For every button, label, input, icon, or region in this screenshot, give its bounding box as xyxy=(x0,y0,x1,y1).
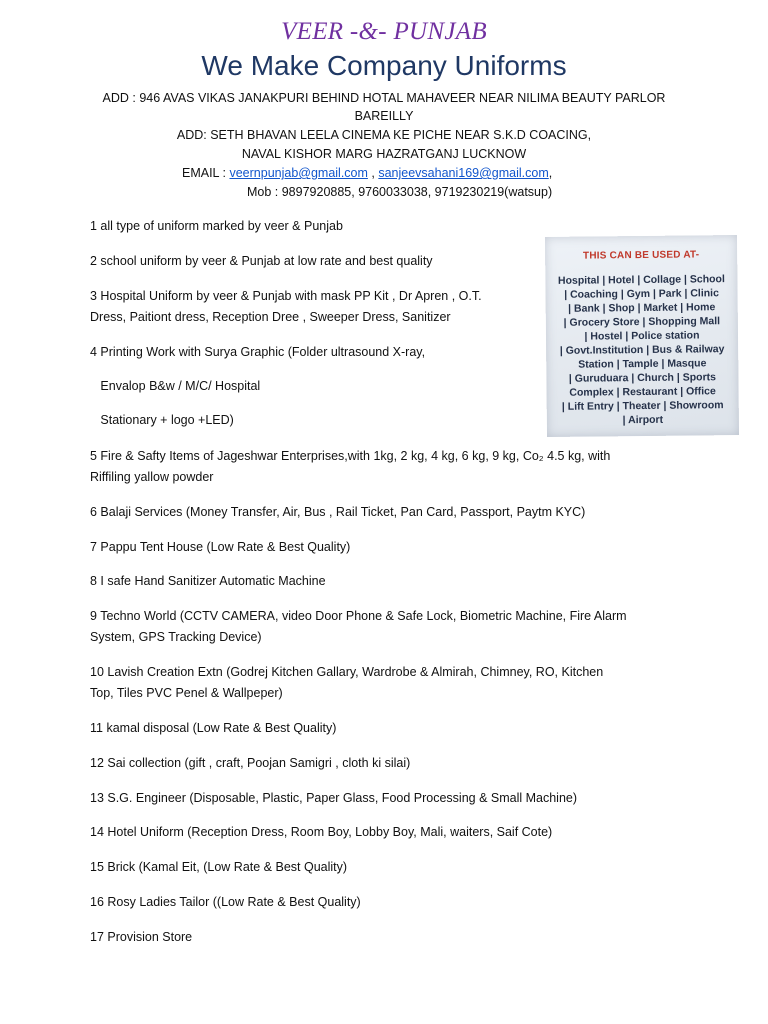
list-item: 1 all type of uniform marked by veer & Punjab xyxy=(90,219,343,233)
photo-heading: THIS CAN BE USED AT- xyxy=(582,249,700,262)
photo-line: Complex | Restaurant | Office xyxy=(569,385,716,399)
list-item: 14 Hotel Uniform (Reception Dress, Room Boy, Lobby Boy, Mali, waiters, Saif Cote) xyxy=(90,825,553,839)
list-item: 6 Balaji Services (Money Transfer, Air, Bus , Rail Ticket, Pan Card, Passport, Paytm KYC) xyxy=(90,505,586,519)
list-item: 13 S.G. Engineer (Disposable, Plastic, Paper Glass, Food Processing & Small Machine) xyxy=(90,791,578,805)
list-item: Stationary + logo +LED) xyxy=(90,413,234,427)
photo-line: | Airport xyxy=(622,413,664,427)
brand-name: VEER -&- PUNJAB xyxy=(281,18,487,45)
list-item: 12 Sai collection (gift , craft, Poojan Samigri , cloth ki silai) xyxy=(90,756,411,770)
list-item: 11 kamal disposal (Low Rate & Best Quality) xyxy=(90,721,337,735)
list-item: 8 I safe Hand Sanitizer Automatic Machine xyxy=(90,574,326,588)
list-item: 5 Fire & Safty Items of Jageshwar Enterprises,with 1kg, 2 kg, 4 kg, 6 kg, 9 kg, Co₂ 4.5 kg, with xyxy=(90,449,611,463)
list-item: Riffiling yallow powder xyxy=(90,470,214,484)
photo-line: | Grocery Store | Shopping Mall xyxy=(563,315,721,329)
email-line xyxy=(182,164,552,182)
email-label: EMAIL : xyxy=(182,166,230,180)
photo-line: Hospital | Hotel | Collage | School xyxy=(557,273,725,287)
list-item: 17 Provision Store xyxy=(90,930,193,944)
photo-line: | Guruduara | Church | Sports xyxy=(568,371,717,385)
usage-locations-photo xyxy=(545,235,739,437)
list-item: 7 Pappu Tent House (Low Rate & Best Quality) xyxy=(90,540,351,554)
email-link-2[interactable]: sanjeevsahani169@gmail.com xyxy=(378,166,549,180)
photo-line: | Govt.Institution | Bus & Railway xyxy=(559,343,725,357)
photo-line: | Coaching | Gym | Park | Clinic xyxy=(564,287,719,301)
list-item: Top, Tiles PVC Penel & Wallpeper) xyxy=(90,686,283,700)
photo-line: | Hostel | Police station xyxy=(584,329,700,343)
list-item: System, GPS Tracking Device) xyxy=(90,630,262,644)
email-link-1[interactable]: veernpunjab@gmail.com xyxy=(229,166,368,180)
list-item: 16 Rosy Ladies Tailor ((Low Rate & Best Quality) xyxy=(90,895,361,909)
list-item: 3 Hospital Uniform by veer & Punjab with mask PP Kit , Dr Apren , O.T. xyxy=(90,289,482,303)
tagline: We Make Company Uniforms xyxy=(201,50,567,81)
list-item: Envalop B&w / M/C/ Hospital xyxy=(90,379,261,393)
email-tail: , xyxy=(548,166,553,180)
photo-line: | Lift Entry | Theater | Showroom xyxy=(561,399,724,413)
list-item: 10 Lavish Creation Extn (Godrej Kitchen Gallary, Wardrobe & Almirah, Chimney, RO, Kitchen xyxy=(90,665,604,679)
address-line-1: ADD : 946 AVAS VIKAS JANAKPURI BEHIND HOTAL MAHAVEER NEAR NILIMA BEAUTY PARLOR xyxy=(102,91,666,105)
email-separator: , xyxy=(367,166,379,180)
list-item: 4 Printing Work with Surya Graphic (Folder ultrasound X-ray, xyxy=(90,345,426,359)
list-item: Dress, Paitiont dress, Reception Dree , Sweeper Dress, Sanitizer xyxy=(90,310,451,324)
photo-line: | Bank | Shop | Market | Home xyxy=(568,301,716,315)
address-line-4: NAVAL KISHOR MARG HAZRATGANJ LUCKNOW xyxy=(241,147,527,161)
photo-line: Station | Tample | Masque xyxy=(578,357,707,371)
photo-text xyxy=(549,272,735,428)
list-item: 15 Brick (Kamal Eit, (Low Rate & Best Quality) xyxy=(90,860,348,874)
list-item: 2 school uniform by veer & Punjab at low rate and best quality xyxy=(90,254,433,268)
mobile-numbers: Mob : 9897920885, 9760033038, 9719230219(watsup) xyxy=(247,185,553,199)
address-line-3: ADD: SETH BHAVAN LEELA CINEMA KE PICHE NEAR S.K.D COACING, xyxy=(176,128,592,142)
list-item: 9 Techno World (CCTV CAMERA, video Door Phone & Safe Lock, Biometric Machine, Fire Alarm xyxy=(90,609,627,623)
address-line-2: BAREILLY xyxy=(354,109,414,123)
